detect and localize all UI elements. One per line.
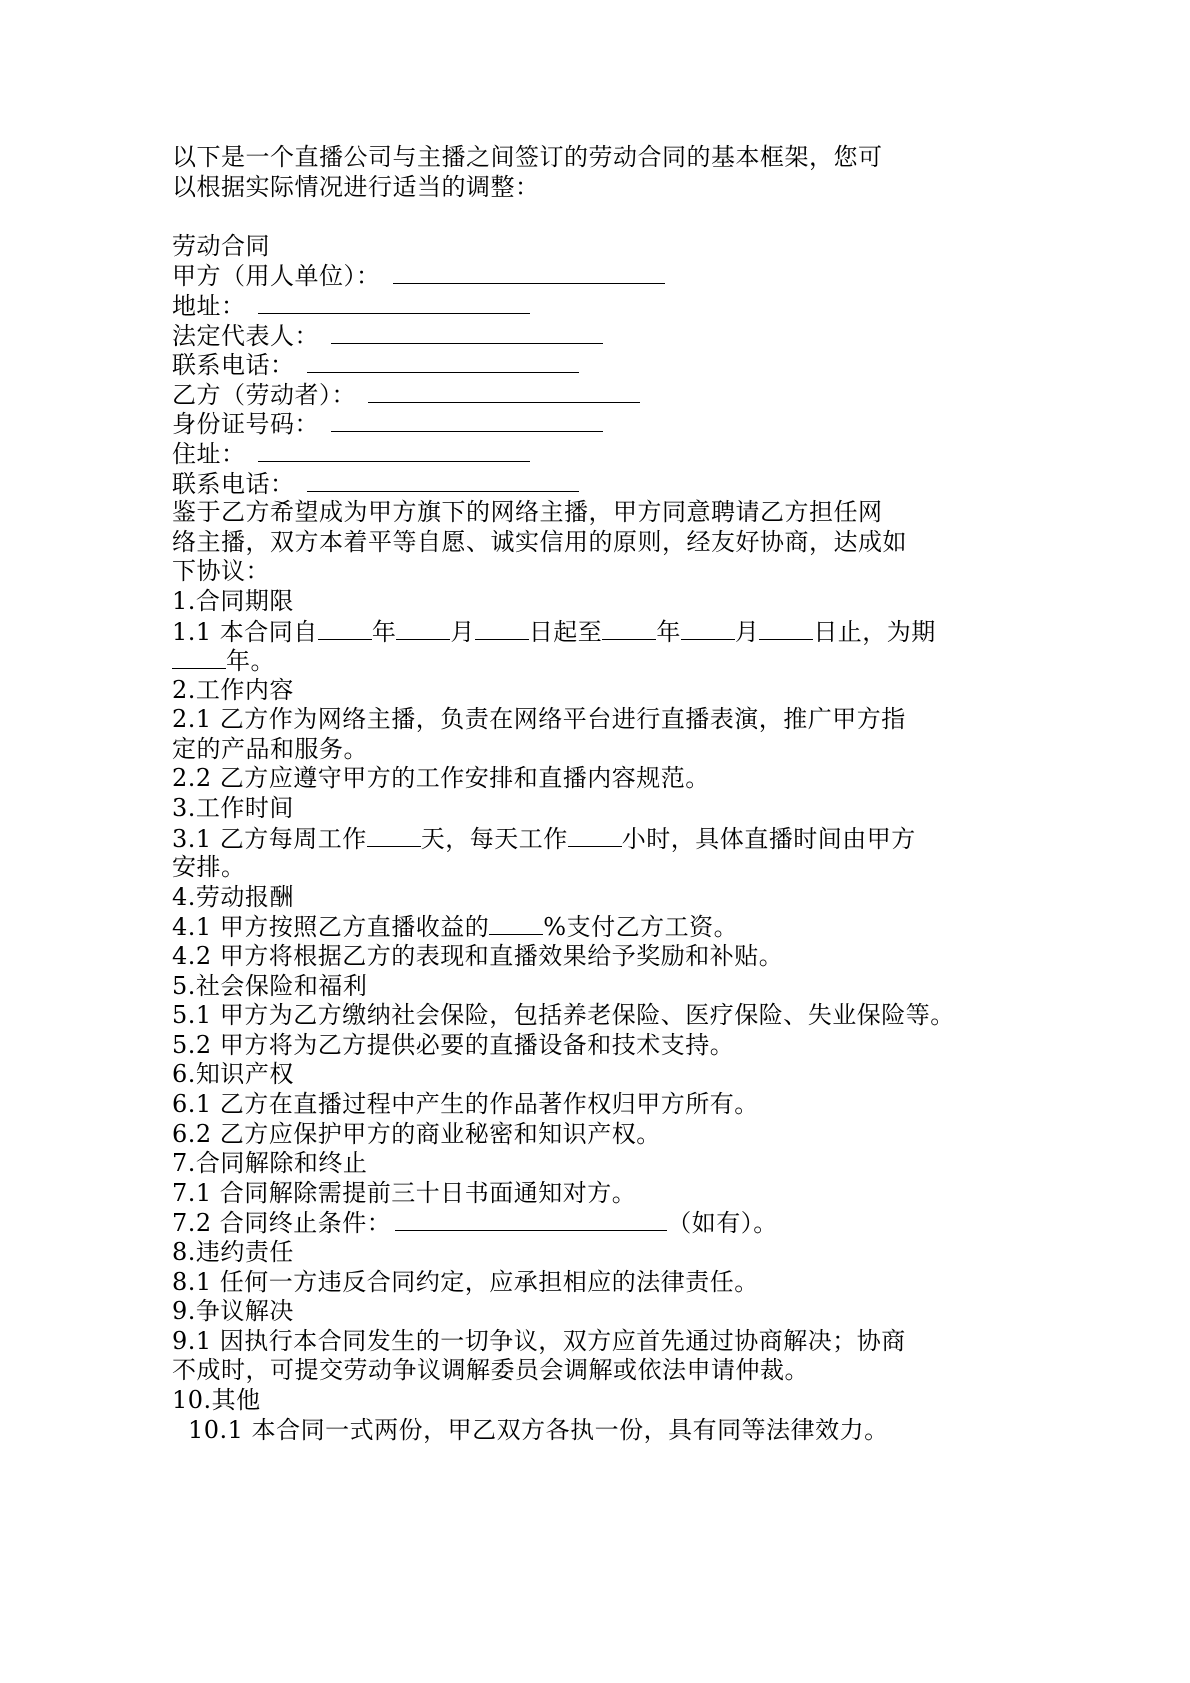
section-heading-10: 10.其他 — [172, 1385, 261, 1414]
clause-9-1-line-2: 不成时，可提交劳动争议调解委员会调解或依法申请仲裁。 — [172, 1356, 809, 1385]
field-phone-a — [172, 350, 972, 380]
section-heading-3: 3.工作时间 — [172, 794, 294, 823]
clause-number: 1.1 — [172, 617, 212, 646]
field-label: 乙方（劳动者）： — [172, 380, 356, 409]
clause-text: 7.2 合同终止条件： — [172, 1209, 392, 1238]
spacer — [172, 202, 972, 232]
clause-text: 年 — [371, 617, 397, 646]
clause-text: 月 — [450, 617, 475, 646]
clause-text: 日止，为期 — [813, 617, 936, 646]
field-id-number — [172, 409, 972, 439]
field-party-a — [172, 261, 972, 291]
field-legal-rep — [172, 321, 972, 351]
field-label: 甲方（用人单位）： — [172, 262, 381, 291]
clause-2-2: 2.2 乙方应遵守甲方的工作安排和直播内容规范。 — [172, 764, 710, 793]
field-label: 身份证号码： — [172, 410, 319, 439]
party-b-blank[interactable] — [368, 380, 640, 403]
intro-line-1: 以下是一个直播公司与主播之间签订的劳动合同的基本框架，您可 — [172, 143, 883, 171]
clause-2-1-line-1: 2.1 乙方作为网络主播，负责在网络平台进行直播表演，推广甲方指 — [172, 705, 906, 734]
field-label: 法定代表人： — [172, 321, 319, 350]
clause-9-1-line-1: 9.1 因执行本合同发生的一切争议，双方应首先通过协商解决；协商 — [172, 1326, 906, 1355]
clause-3-1-cont: 安排。 — [172, 853, 246, 882]
section-heading-9: 9.争议解决 — [172, 1297, 294, 1326]
clause-6-1: 6.1 乙方在直播过程中产生的作品著作权归甲方所有。 — [172, 1090, 759, 1118]
clause-text: 4.1 甲方按照乙方直播收益的 — [172, 913, 490, 942]
clause-text: 天，每天工作 — [420, 824, 568, 853]
clause-6-2: 6.2 乙方应保护甲方的商业秘密和知识产权。 — [172, 1119, 661, 1148]
clause-5-1: 5.1 甲方为乙方缴纳社会保险，包括养老保险、医疗保险、失业保险等。 — [172, 1001, 955, 1030]
legal-rep-blank[interactable] — [331, 321, 603, 344]
field-address-a — [172, 291, 972, 321]
clause-2-1-line-2: 定的产品和服务。 — [172, 734, 368, 763]
field-label: 联系电话： — [172, 351, 295, 380]
section-heading-7: 7.合同解除和终止 — [172, 1149, 368, 1178]
field-party-b — [172, 380, 972, 410]
end-month-blank[interactable] — [681, 617, 735, 640]
start-day-blank[interactable] — [475, 617, 529, 640]
clause-text: 月 — [734, 617, 760, 646]
phone-a-blank[interactable] — [307, 350, 579, 373]
address-a-blank[interactable] — [258, 291, 530, 314]
clause-text: 本合同自 — [211, 617, 318, 646]
id-number-blank[interactable] — [331, 409, 603, 432]
term-years-blank[interactable] — [172, 646, 226, 669]
preamble-line-3: 下协议： — [172, 557, 270, 586]
preamble-line-1: 鉴于乙方希望成为甲方旗下的网络主播，甲方同意聘请乙方担任网 — [172, 498, 883, 527]
clause-text: 小时，具体直播时间由甲方 — [621, 824, 916, 853]
section-heading-4: 4.劳动报酬 — [172, 882, 294, 911]
residence-blank[interactable] — [258, 439, 530, 462]
preamble-line-2: 络主播，双方本着平等自愿、诚实信用的原则，经友好协商，达成如 — [172, 527, 907, 556]
section-heading-8: 8.违约责任 — [172, 1237, 294, 1266]
clause-3-1 — [172, 824, 972, 854]
section-heading-5: 5.社会保险和福利 — [172, 971, 368, 1000]
clause-text: （如有）。 — [667, 1209, 778, 1238]
clause-text: 日起至 — [528, 617, 603, 646]
field-label: 联系电话： — [172, 469, 295, 498]
clause-text: 3.1 乙方每周工作 — [172, 824, 367, 853]
end-year-blank[interactable] — [602, 617, 656, 640]
section-heading-2: 2.工作内容 — [172, 675, 294, 704]
section-heading-6: 6.知识产权 — [172, 1060, 294, 1089]
end-day-blank[interactable] — [759, 617, 813, 640]
clause-1-1-cont — [172, 646, 972, 676]
section-heading-1: 1.合同期限 — [172, 586, 294, 615]
clause-10-1: 10.1 本合同一式两份，甲乙双方各执一份，具有同等法律效力。 — [188, 1415, 889, 1444]
clause-4-1 — [172, 912, 972, 942]
clause-7-2 — [172, 1208, 972, 1238]
start-month-blank[interactable] — [396, 617, 450, 640]
clause-text: 年。 — [226, 647, 275, 676]
field-label: 住址： — [172, 439, 246, 468]
clause-7-1: 7.1 合同解除需提前三十日书面通知对方。 — [172, 1178, 637, 1207]
clause-4-2: 4.2 甲方将根据乙方的表现和直播效果给予奖励和补贴。 — [172, 942, 784, 971]
contract-title: 劳动合同 — [172, 231, 270, 260]
clause-text: 年 — [656, 617, 681, 646]
intro-line-2: 以根据实际情况进行适当的调整： — [172, 172, 540, 201]
phone-b-blank[interactable] — [307, 469, 579, 492]
clause-5-2: 5.2 甲方将为乙方提供必要的直播设备和技术支持。 — [172, 1030, 735, 1059]
start-year-blank[interactable] — [318, 617, 372, 640]
hours-per-day-blank[interactable] — [568, 824, 622, 847]
clause-text: %支付乙方工资。 — [543, 913, 739, 942]
termination-conditions-blank[interactable] — [395, 1208, 667, 1231]
field-phone-b — [172, 469, 972, 499]
field-label: 地址： — [172, 291, 246, 320]
clause-8-1: 8.1 任何一方违反合同约定，应承担相应的法律责任。 — [172, 1267, 759, 1296]
days-per-week-blank[interactable] — [367, 824, 421, 847]
field-residence — [172, 439, 972, 469]
revenue-percent-blank[interactable] — [489, 912, 543, 935]
party-a-blank[interactable] — [393, 261, 665, 284]
document-page — [172, 143, 972, 1445]
clause-1-1 — [172, 617, 972, 647]
